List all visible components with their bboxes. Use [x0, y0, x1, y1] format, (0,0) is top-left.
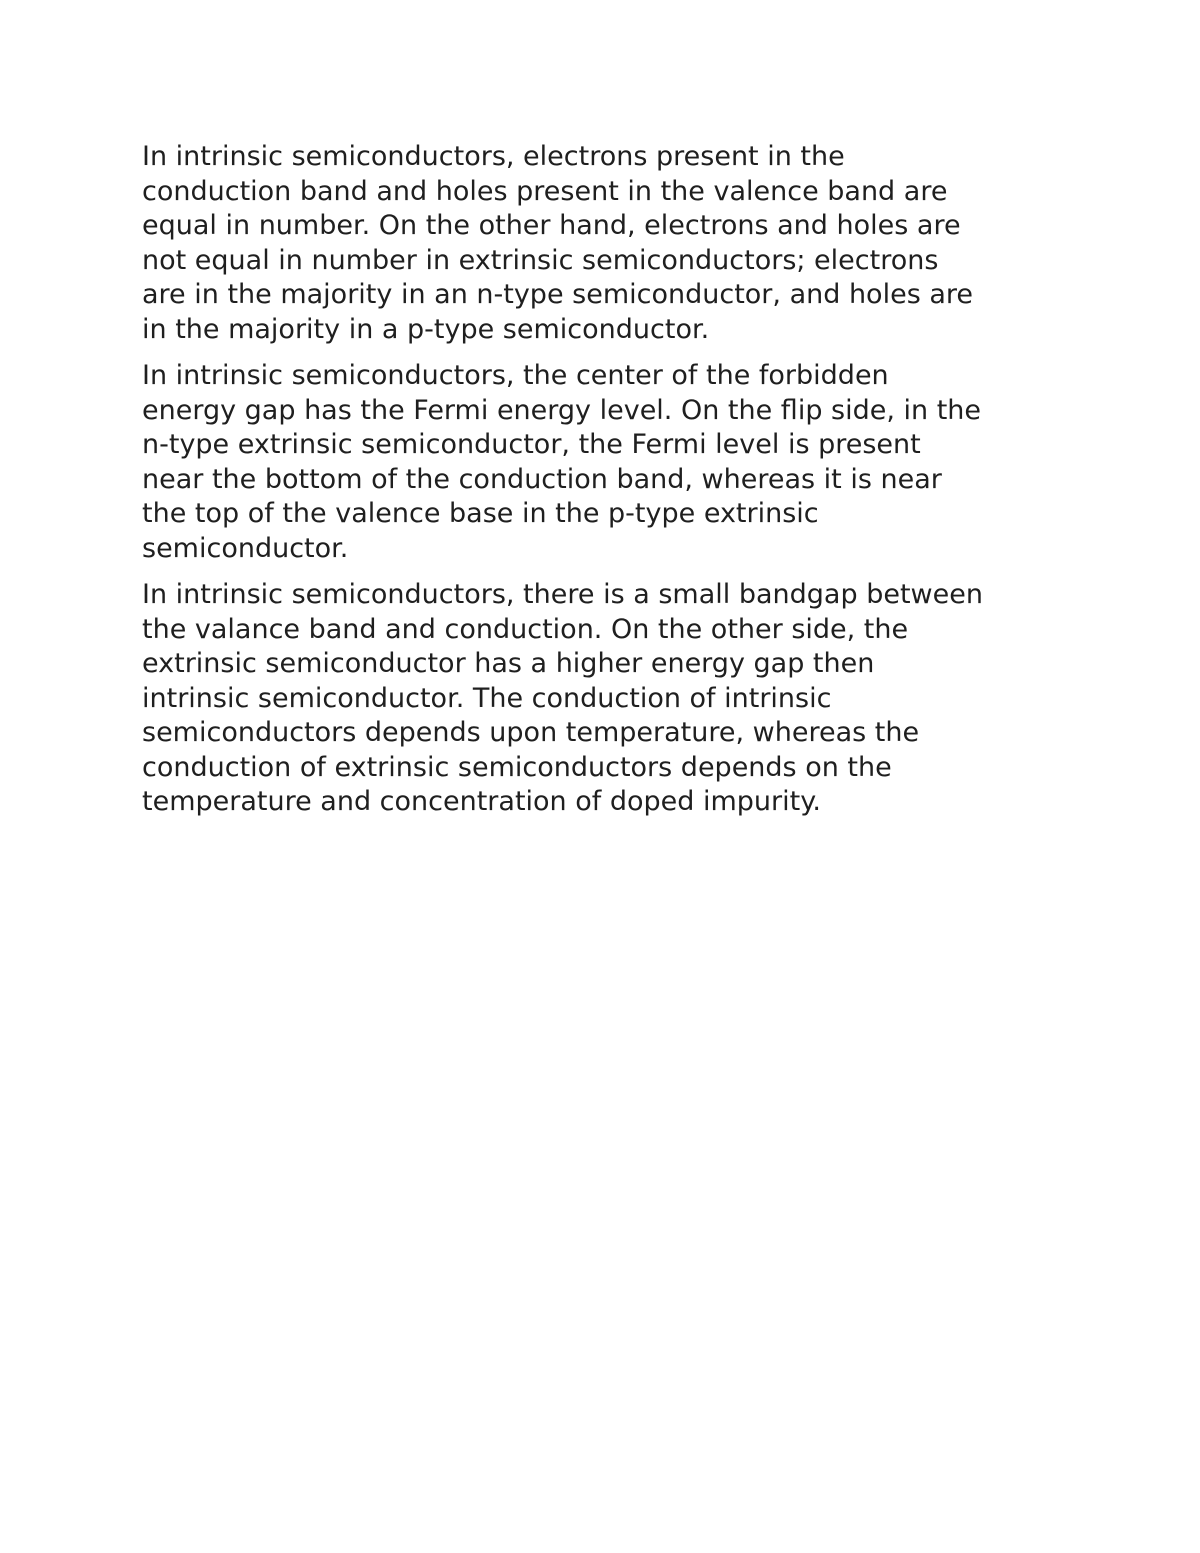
paragraph-fermi-level: In intrinsic semiconductors, the center of the forbidden energy gap has the Fermi energy level. On the flip side, in the n-type extrinsic semiconductor, the Fermi level is present near the bottom of the conduction band, whereas it is near the top of the valence base in the p-type extrinsic semiconductor.: [142, 360, 982, 564]
paragraph-bandgap-and-conduction: In intrinsic semiconductors, there is a small bandgap between the valance band and conduction. On the other side, the extrinsic semiconductor has a higher energy gap then intrinsic semiconductor. The conduction of intrinsic semiconductors depends upon temperature, whereas the conduction of extrinsic semiconductors depends on the temperature and concentration of doped impurity.: [142, 579, 983, 817]
document-body: [142, 140, 1072, 832]
paragraph-intrinsic-vs-extrinsic-carriers: In intrinsic semiconductors, electrons present in the conduction band and holes present in the valence band are equal in number. On the other hand, electrons and holes are not equal in number in extrinsic semiconductors; electrons are in the majority in an n-type semiconductor, and holes are in the majority in a p-type semiconductor.: [142, 141, 974, 345]
